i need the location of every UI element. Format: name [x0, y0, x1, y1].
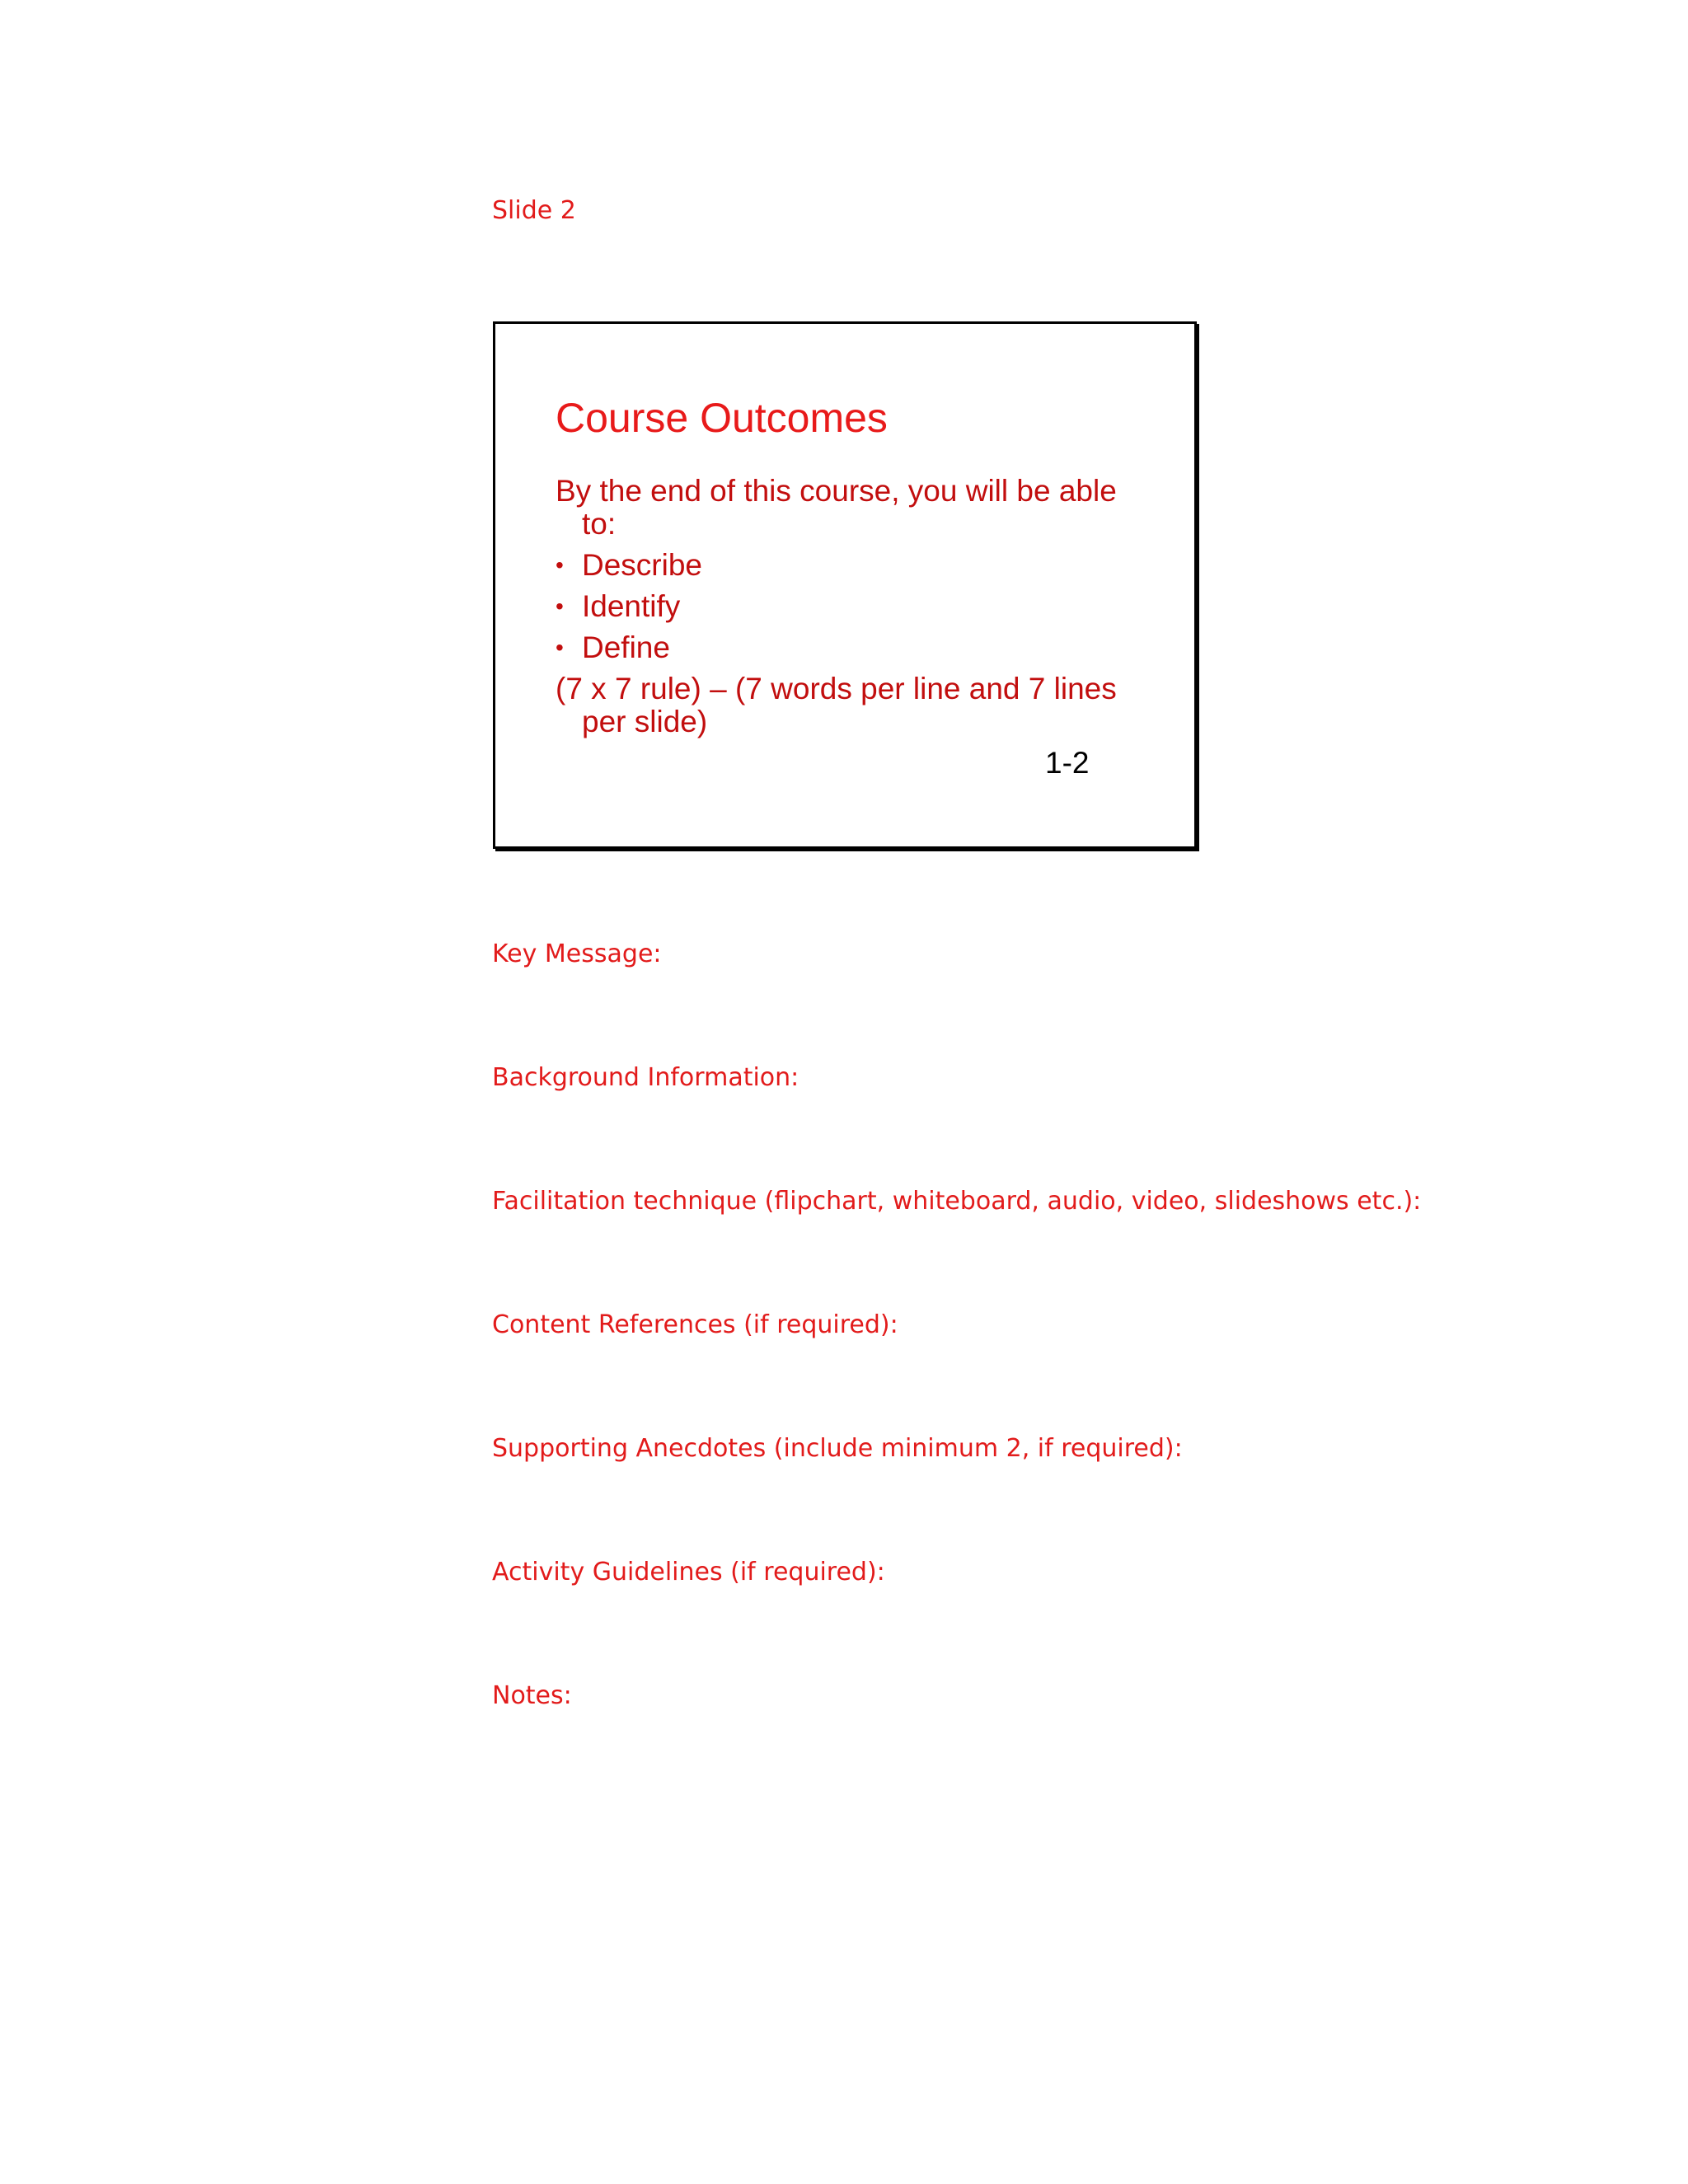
bullet-icon: •: [556, 593, 564, 619]
section-facilitation-technique: Facilitation technique (flipchart, whiteboard, audio, video, slideshows etc.):: [492, 1187, 1422, 1216]
slide-thumbnail: [493, 321, 1197, 849]
section-key-message: Key Message:: [492, 940, 662, 968]
slide-label: Slide 2: [492, 196, 576, 225]
bullet-icon: •: [556, 635, 564, 660]
bullet-icon: •: [556, 552, 564, 578]
slide-rule-note: (7 x 7 rule) – (7 words per line and 7 lines per slide): [556, 672, 1117, 738]
slide-bullet-text: Describe: [582, 548, 702, 582]
slide-bullet-item: [556, 590, 1157, 623]
slide-bullet-text: Define: [582, 630, 670, 664]
slide-bullet-item: [556, 549, 1157, 582]
slide-number: 1-2: [1045, 746, 1090, 780]
section-background-information: Background Information:: [492, 1063, 799, 1092]
section-notes: Notes:: [492, 1681, 572, 1710]
section-supporting-anecdotes: Supporting Anecdotes (include minimum 2, if required):: [492, 1434, 1183, 1463]
slide-bullet-text: Identify: [582, 589, 681, 623]
slide-title: Course Outcomes: [556, 395, 888, 441]
section-content-references: Content References (if required):: [492, 1310, 898, 1339]
slide-body: [556, 475, 1157, 738]
slide-bullet-item: [556, 631, 1157, 664]
slide-intro: By the end of this course, you will be able to:: [556, 474, 1117, 541]
section-activity-guidelines: Activity Guidelines (if required):: [492, 1558, 885, 1586]
